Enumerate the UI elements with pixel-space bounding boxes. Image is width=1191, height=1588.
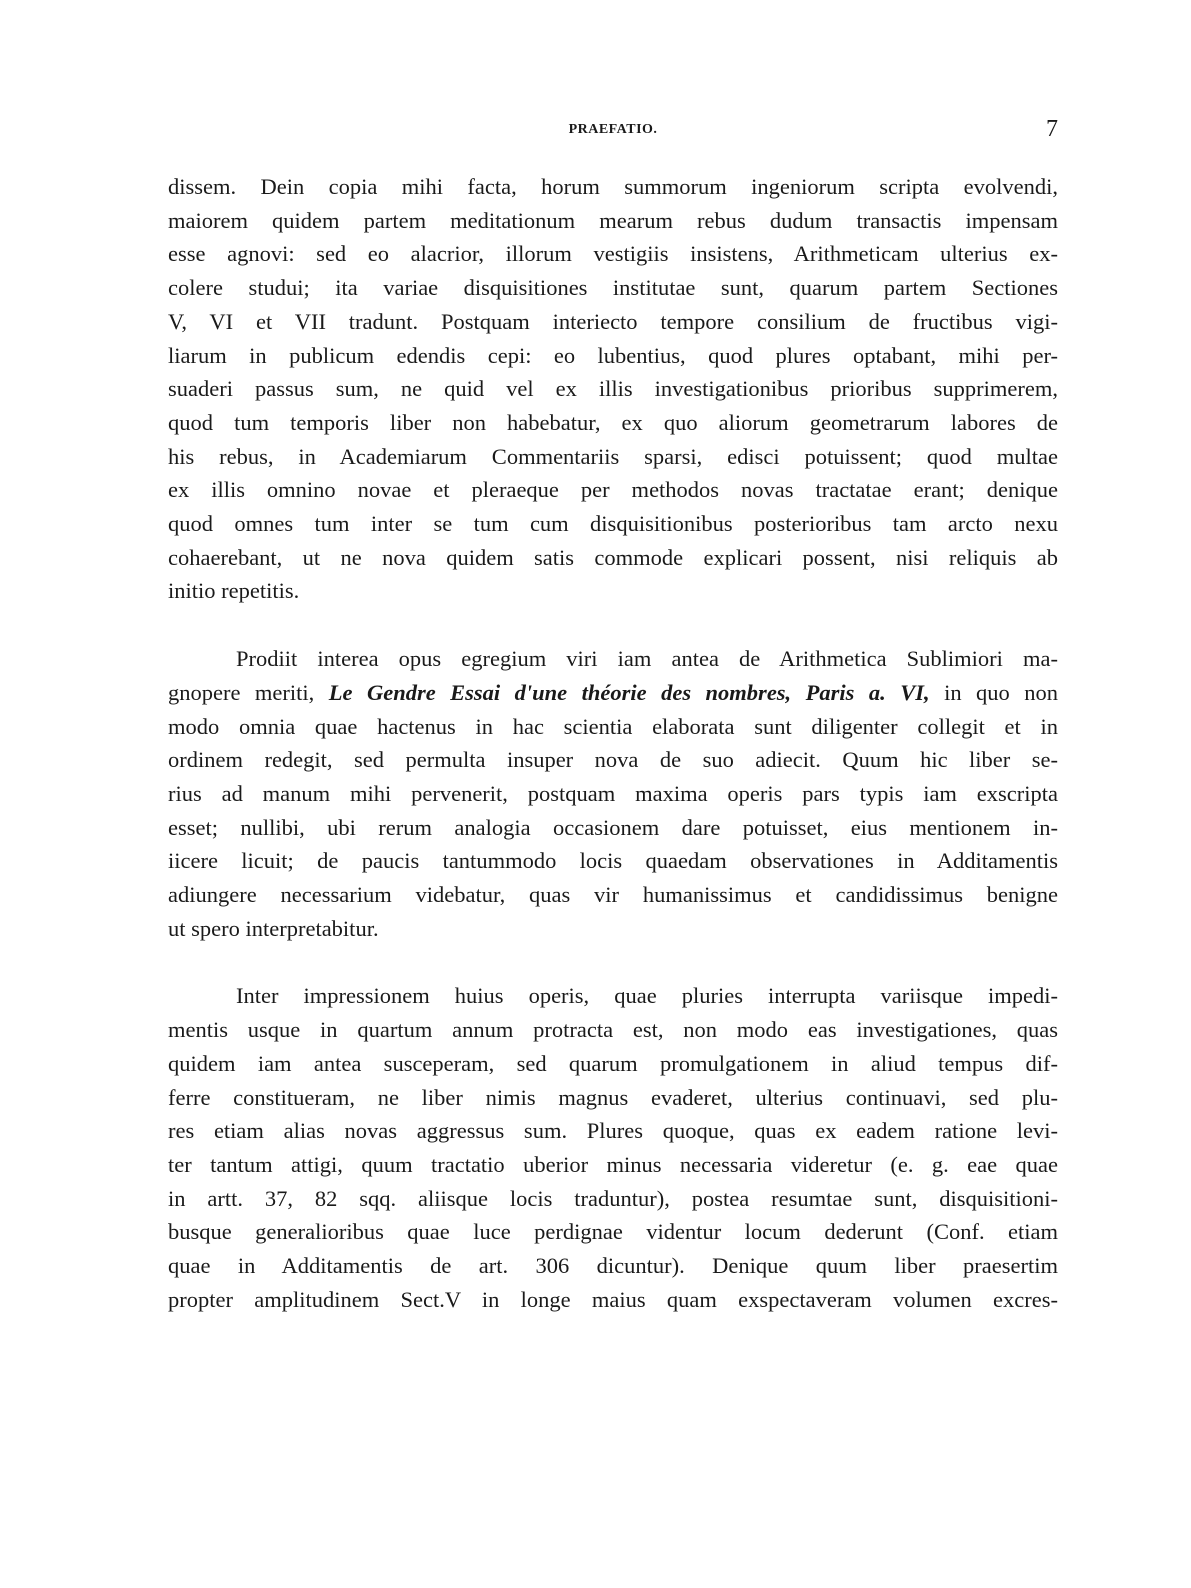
text-line: ter tantum attigi, quum tractatio uberior minus necessaria videretur (e. g. eae quae	[168, 1151, 1058, 1177]
paragraph-1	[168, 170, 1058, 608]
text-line: iicere licuit; de paucis tantummodo locis quaedam observationes in Additamentis	[168, 848, 1058, 874]
text-line: quae in Additamentis de art. 306 dicuntur). Denique quum liber praesertim	[168, 1253, 1058, 1279]
text-line: ut spero interpretabitur.	[168, 915, 379, 941]
text-line: esse agnovi: sed eo alacrior, illorum vestigiis insistens, Arithmeticam ulterius ex-	[168, 241, 1058, 267]
text-line: rius ad manum mihi pervenerit, postquam maxima operis pars typis iam exscripta	[168, 780, 1058, 806]
text-line: propter amplitudinem Sect.V in longe maius quam exspectaveram volumen excres-	[168, 1286, 1058, 1312]
text-line: cohaerebant, ut ne nova quidem satis commode explicari possent, nisi reliquis ab	[168, 544, 1058, 570]
book-citation: Le Gendre Essai d'une théorie des nombres, Paris a. VI,	[328, 679, 930, 705]
text-line: liarum in publicum edendis cepi: eo lubentius, quod plures optabant, mihi per-	[168, 342, 1058, 368]
text-line: ordinem redegit, sed permulta insuper nova de suo adiecit. Quum hic liber se-	[168, 747, 1058, 773]
text-line: Prodiit interea opus egregium viri iam antea de Arithmetica Sublimiori ma-	[236, 646, 1058, 672]
text-line: res etiam alias novas aggressus sum. Plures quoque, quas ex eadem ratione levi-	[168, 1118, 1058, 1144]
text-line: mentis usque in quartum annum protracta est, non modo eas investigationes, quas	[168, 1017, 1058, 1043]
text-line: V, VI et VII tradunt. Postquam interiecto tempore consilium de fructibus vigi-	[168, 308, 1058, 334]
text-line: initio repetitis.	[168, 578, 300, 604]
text-line: his rebus, in Academiarum Commentariis sparsi, edisci potuissent; quod multae	[168, 443, 1058, 469]
paragraph-2	[168, 642, 1058, 945]
text-line-with-citation	[168, 676, 1058, 710]
text-line: Inter impressionem huius operis, quae pluries interrupta variisque impedi-	[236, 983, 1058, 1009]
text-line: ex illis omnino novae et pleraeque per methodos novas tractatae erant; denique	[168, 477, 1058, 503]
text-line: quod tum temporis liber non habebatur, ex quo aliorum geometrarum labores de	[168, 409, 1058, 435]
paragraph-3	[168, 979, 1058, 1316]
text-line: quidem iam antea susceperam, sed quarum promulgationem in aliud tempus dif-	[168, 1050, 1058, 1076]
text-line: modo omnia quae hactenus in hac scientia elaborata sunt diligenter collegit et in	[168, 713, 1058, 739]
text-line: colere studui; ita variae disquisitiones institutae sunt, quarum partem Sectiones	[168, 275, 1058, 301]
text-line: busque generalioribus quae luce perdignae videntur locum dederunt (Conf. etiam	[168, 1219, 1058, 1245]
text-line: maiorem quidem partem meditationum mearum rebus dudum transactis impensam	[168, 207, 1058, 233]
page-number: 7	[1046, 116, 1058, 142]
running-head	[168, 118, 1058, 148]
text-segment: in quo non	[929, 679, 1059, 705]
text-line: esset; nullibi, ubi rerum analogia occasionem dare potuisset, eius mentionem in-	[168, 814, 1058, 840]
body-text	[168, 170, 1058, 1317]
text-segment: gnopere meriti,	[168, 679, 329, 705]
text-line: in artt. 37, 82 sqq. aliisque locis traduntur), postea resumtae sunt, disquisitioni-	[168, 1185, 1058, 1211]
text-line: ferre constitueram, ne liber nimis magnus evaderet, ulterius continuavi, sed plu-	[168, 1084, 1058, 1110]
running-title: PRAEFATIO.	[568, 122, 658, 137]
text-line: dissem. Dein copia mihi facta, horum summorum ingeniorum scripta evolvendi,	[168, 174, 1058, 199]
text-line: adiungere necessarium videbatur, quas vir humanissimus et candidissimus benigne	[168, 882, 1058, 908]
text-line: quod omnes tum inter se tum cum disquisitionibus posterioribus tam arcto nexu	[168, 511, 1058, 537]
text-line: suaderi passus sum, ne quid vel ex illis investigationibus prioribus supprimerem,	[168, 376, 1058, 402]
